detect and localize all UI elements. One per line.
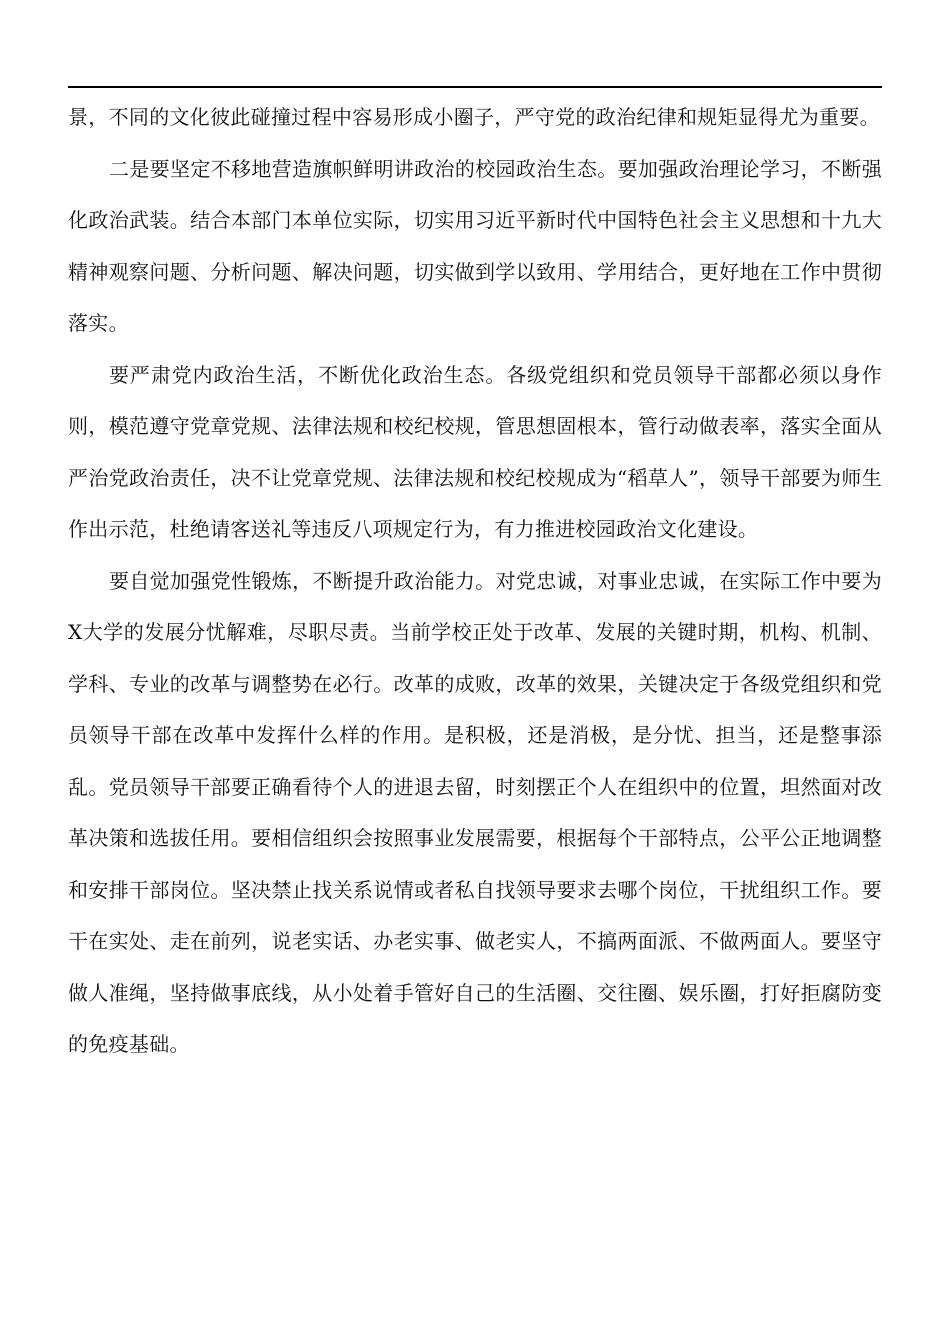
paragraph-political-ecology: 二是要坚定不移地营造旗帜鲜明讲政治的校园政治生态。要加强政治理论学习，不断强化政治武装。结合本部门本单位实际，切实用习近平新时代中国特色社会主义思想和十九大精神观察问题、分析问题、解决问题，切实做到学以致用、学用结合，更好地在工作中贯彻落实。 bbox=[68, 156, 882, 335]
paragraph-continuation: 景，不同的文化彼此碰撞过程中容易形成小圈子，严守党的政治纪律和规矩显得尤为重要。 bbox=[68, 105, 880, 129]
paragraph-party-spirit-training: 要自觉加强党性锻炼，不断提升政治能力。对党忠诚，对事业忠诚，在实际工作中要为X大学的发展分忧解难，尽职尽责。当前学校正处于改革、发展的关键时期，机构、机制、学科、专业的改革与调整势在必行。改革的成败，改革的效果，关键决定于各级党组织和党员领导干部在改革中发挥什么样的作用。是积极，还是消极，是分忧、担当，还是整事添乱。党员领导干部要正确看待个人的进退去留，时刻摆正个人在组织中的位置，坦然面对改革决策和选拔任用。要相信组织会按照事业发展需要，根据每个干部特点，公平公正地调整和安排干部岗位。坚决禁止找关系说情或者私自找领导要求去哪个岗位，干扰组织工作。要干在实处、走在前列，说老实话、办老实事、做老实人，不搞两面派、不做两面人。要坚守做人准绳，坚持做事底线，从小处着手管好自己的生活圈、交往圈、娱乐圈，打好拒腐防变的免疫基础。 bbox=[68, 568, 882, 1056]
document-body bbox=[68, 92, 882, 1071]
paragraph-party-political-life: 要严肃党内政治生活，不断优化政治生态。各级党组织和党员领导干部都必须以身作则，模范遵守党章党规、法律法规和校纪校规，管思想固根本，管行动做表率，落实全面从严治党政治责任，决不让党章党规、法律法规和校纪校规成为“稻草人”，领导干部要为师生作出示范，杜绝请客送礼等违反八项规定行为，有力推进校园政治文化建设。 bbox=[68, 362, 882, 541]
header-rule bbox=[68, 86, 882, 88]
